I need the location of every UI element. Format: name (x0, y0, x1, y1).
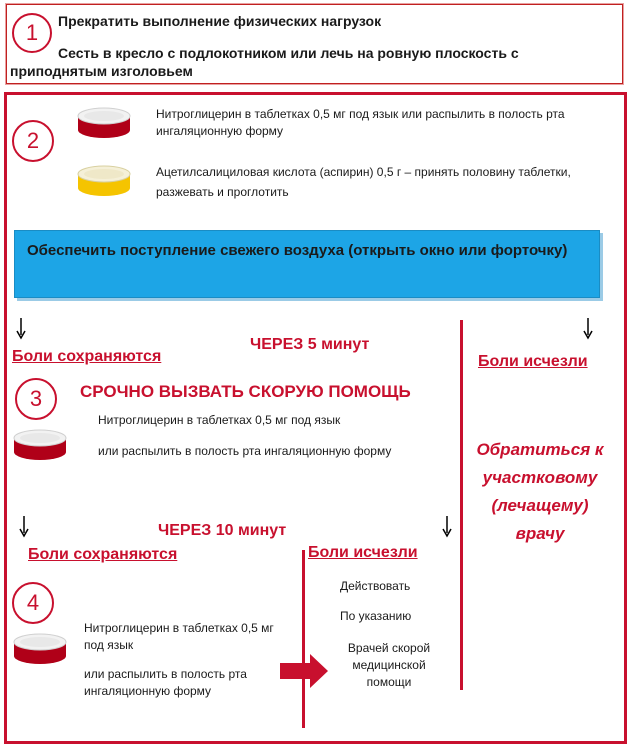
step3-urgent-call: СРОЧНО ВЫЗВАТЬ СКОРУЮ ПОМОЩЬ (80, 382, 411, 401)
step2-aspirin-text: Ацетилсалициловая кислота (аспирин) 0,5 г – принять половину таблетки, разжевать и проглотить (156, 165, 571, 199)
after5-pain-persists: Боли сохраняются (12, 348, 162, 365)
yellow-tablet-icon (76, 164, 132, 198)
step4-nitro-line2: или распылить в полость рта ингаляционную форму (84, 667, 247, 698)
step2-number: 2 (26, 128, 40, 153)
fresh-air-text: Обеспечить поступление свежего воздуха (открыть окно или форточку) (27, 242, 568, 259)
arrow-down-right-icon (441, 516, 453, 538)
step2-nitro-text: Нитроглицерин в таблетках 0,5 мг под язык или распылить в полость рта ингаляционную форму (156, 107, 565, 138)
step3-nitro-line1: Нитроглицерин в таблетках 0,5 мг под язык (98, 413, 341, 427)
step1-line1: Прекратить выполнение физических нагрузок (58, 13, 382, 29)
arrow-down-left-icon (15, 318, 27, 340)
after10-pain-persists: Боли сохраняются (28, 546, 178, 563)
ambulance-line3: Врачей скорой медицинской помощи (347, 641, 431, 689)
step3-number-circle (15, 378, 57, 420)
middle-divider (302, 550, 305, 728)
after10-label: ЧЕРЕЗ 10 минут (158, 522, 287, 539)
red-tablet-icon (12, 428, 68, 462)
fresh-air-box (14, 230, 600, 298)
step4-number-circle (12, 582, 54, 624)
arrow-down-right-icon (582, 318, 594, 340)
arrow-right-icon (280, 654, 330, 688)
ambulance-line1: Действовать (340, 579, 411, 593)
step3-nitro-line2: или распылить в полость рта ингаляционную форму (98, 444, 392, 458)
arrow-down-left-icon (18, 516, 30, 538)
step2-number-circle (12, 120, 54, 162)
ambulance-line2: По указанию (340, 609, 412, 623)
after5-label: ЧЕРЕЗ 5 минут (250, 336, 370, 353)
step4-nitro-line1: Нитроглицерин в таблетках 0,5 мг под язык (84, 621, 274, 652)
after10-pain-gone: Боли исчезли (308, 544, 418, 561)
after5-pain-gone: Боли исчезли (478, 353, 588, 370)
right-divider (460, 320, 463, 690)
step1-line2: Сесть в кресло с подлокотником или лечь на ровную плоскость с приподнятым изголовьем (10, 45, 519, 79)
consult-doctor-text: Обратиться к участковому (лечащему) врачу (476, 440, 604, 543)
step4-number: 4 (26, 590, 40, 615)
red-tablet-icon (76, 106, 132, 140)
step1-number: 1 (25, 20, 39, 45)
red-tablet-icon (12, 632, 68, 666)
step3-number: 3 (29, 386, 43, 411)
